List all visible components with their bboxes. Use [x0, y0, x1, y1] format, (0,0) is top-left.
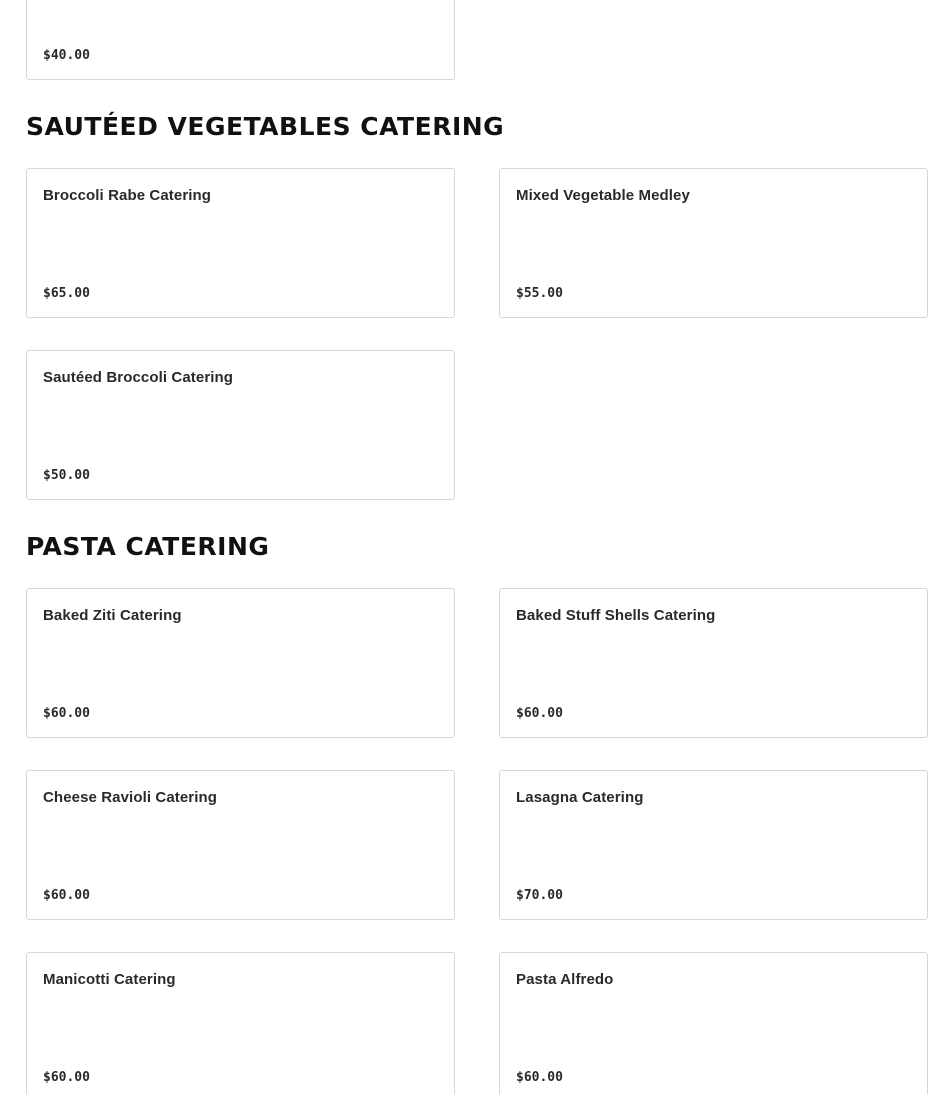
menu-item-card[interactable] [499, 952, 928, 1094]
menu-item-price: $55.00 [516, 286, 563, 301]
menu-item-name: Sautéed Broccoli Catering [43, 369, 234, 386]
menu-item-price: $70.00 [516, 888, 563, 903]
menu-item-price: $60.00 [43, 1070, 90, 1085]
menu-item-price: $60.00 [43, 888, 90, 903]
menu-item-name: Lasagna Catering [516, 789, 644, 806]
menu-item-card[interactable] [499, 770, 928, 920]
menu-item-price: $65.00 [43, 286, 90, 301]
menu-item-card[interactable] [26, 770, 455, 920]
section-title-sauteed-vegetables: SAUTÉED VEGETABLES CATERING [26, 112, 505, 141]
menu-item-name: Mixed Vegetable Medley [516, 187, 690, 204]
menu-item-card[interactable] [26, 952, 455, 1094]
menu-item-name: Baked Ziti Catering [43, 607, 182, 624]
menu-item-name: Pasta Alfredo [516, 971, 614, 988]
menu-item-name: Broccoli Rabe Catering [43, 187, 212, 204]
menu-item-card[interactable] [26, 588, 455, 738]
menu-item-card[interactable] [499, 588, 928, 738]
menu-item-price: $50.00 [43, 468, 90, 483]
menu-item-price: $60.00 [516, 706, 563, 721]
menu-item-name: Cheese Ravioli Catering [43, 789, 218, 806]
menu-item-name: Baked Stuff Shells Catering [516, 607, 716, 624]
menu-item-price: $40.00 [43, 48, 90, 63]
section-title-pasta: PASTA CATERING [26, 532, 270, 561]
menu-item-card[interactable] [26, 0, 455, 80]
menu-item-card[interactable] [26, 350, 455, 500]
menu-item-price: $60.00 [43, 706, 90, 721]
menu-item-name: Manicotti Catering [43, 971, 176, 988]
menu-item-price: $60.00 [516, 1070, 563, 1085]
menu-item-card[interactable] [499, 168, 928, 318]
menu-item-card[interactable] [26, 168, 455, 318]
